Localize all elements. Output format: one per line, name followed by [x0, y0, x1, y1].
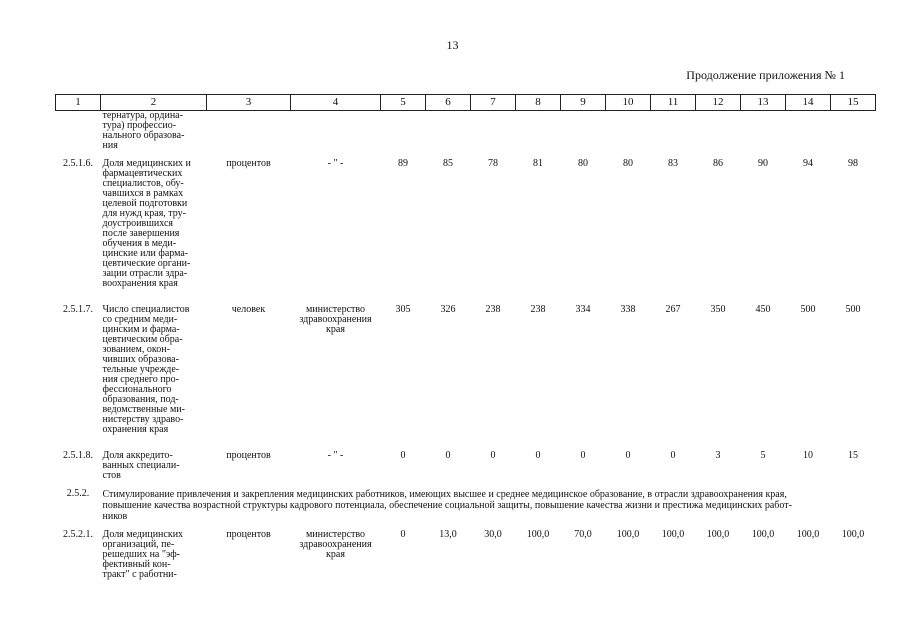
value-cell: 305 [395, 304, 411, 315]
value-cell: 334 [575, 304, 591, 315]
table-header [56, 95, 876, 111]
value-cell: 100,0 [526, 529, 550, 540]
indicator-name: Доля медицинских и фармацевтических специалистов, обу- чавшихся в рамках целевой подготовки для нужд края, тру- доустроившихся после завершения обучения в меди- цинские или фарма- цевтические органи- зации отрасли здра- воохранения края [102, 158, 191, 289]
header-col-1: 1 [56, 95, 101, 111]
value-cell: 238 [530, 304, 546, 315]
header-col-12: 12 [696, 95, 741, 111]
header-col-9: 9 [561, 95, 606, 111]
table-row [56, 530, 876, 582]
value-cell: 30,0 [484, 529, 502, 540]
header-col-7: 7 [471, 95, 516, 111]
indicator-source: - " - [327, 450, 344, 461]
value-cell: 90 [758, 158, 768, 169]
header-col-4: 4 [291, 95, 381, 111]
value-cell: 500 [845, 304, 861, 315]
value-cell: 100,0 [796, 529, 820, 540]
indicator-unit: процентов [226, 158, 271, 169]
value-cell: 267 [665, 304, 681, 315]
value-cell: 100,0 [841, 529, 865, 540]
value-cell: 100,0 [616, 529, 640, 540]
value-cell: 450 [755, 304, 771, 315]
value-cell: 0 [580, 450, 586, 461]
value-cell: 5 [760, 450, 766, 461]
value-cell: 0 [400, 529, 406, 540]
section-title: Стимулирование привлечения и закрепления медицинских работников, имеющих высшее и среднее медицинское образование, в отрасли здравоохранения края, повышение качества возрастной структуры кадрового потенциала, обеспечение социальной защиты, повышение качества жизни и престижа медицинских работ- ников [102, 489, 792, 522]
value-cell: 80 [578, 158, 588, 169]
indicator-code: 2.5.1.6. [63, 158, 93, 169]
value-cell: 86 [713, 158, 723, 169]
indicator-unit: человек [231, 304, 266, 315]
value-cell: 350 [710, 304, 726, 315]
header-col-11: 11 [651, 95, 696, 111]
indicator-source: - " - [327, 158, 344, 169]
value-cell: 98 [848, 158, 858, 169]
appendix-continuation-note: Продолжение приложения № 1 [686, 68, 845, 82]
indicator-name: Число специалистов со средним меди- цинским и фарма- цевтическим обра- зованием, окон- чивших образова- тельные учрежде- ния среднего про- фессионального образования, под- ведомственные ми- нистерству здраво- охранения края [102, 304, 190, 435]
indicator-name: тернатура, ордина- тура) профессио- нального образова- ния [102, 110, 185, 151]
indicator-code: 2.5.1.8. [63, 450, 93, 461]
section-row [56, 489, 876, 522]
value-cell: 78 [488, 158, 498, 169]
header-col-8: 8 [516, 95, 561, 111]
indicator-code: 2.5.1.7. [63, 304, 93, 315]
value-cell: 0 [400, 450, 406, 461]
value-cell: 0 [445, 450, 451, 461]
section-code: 2.5.2. [66, 488, 90, 499]
table-row [56, 451, 876, 481]
header-col-5: 5 [381, 95, 426, 111]
value-cell: 100,0 [751, 529, 775, 540]
header-col-15: 15 [831, 95, 876, 111]
value-cell: 0 [535, 450, 541, 461]
indicator-name: Доля аккредито- ванных специали- стов [102, 450, 180, 481]
value-cell: 238 [485, 304, 501, 315]
value-cell: 81 [533, 158, 543, 169]
table-row [56, 159, 876, 297]
page-number: 13 [446, 38, 459, 52]
indicator-code: 2.5.2.1. [63, 529, 93, 540]
indicators-table [55, 94, 876, 582]
value-cell: 83 [668, 158, 678, 169]
value-cell: 70,0 [574, 529, 592, 540]
value-cell: 15 [848, 450, 858, 461]
value-cell: 0 [670, 450, 676, 461]
value-cell: 85 [443, 158, 453, 169]
indicator-unit: процентов [226, 450, 271, 461]
value-cell: 100,0 [706, 529, 730, 540]
table-row [56, 305, 876, 443]
indicator-unit: процентов [226, 529, 271, 540]
header-col-2: 2 [101, 95, 207, 111]
indicator-name: Доля медицинских организаций, пе- решедших на "эф- фективный кон- тракт" с работни- [102, 529, 184, 580]
value-cell: 94 [803, 158, 813, 169]
value-cell: 0 [625, 450, 631, 461]
indicator-source: министерство здравоохранения края [299, 304, 372, 335]
table-row-continuation [56, 111, 876, 152]
value-cell: 500 [800, 304, 816, 315]
value-cell: 89 [398, 158, 408, 169]
header-col-3: 3 [207, 95, 291, 111]
value-cell: 13,0 [439, 529, 457, 540]
value-cell: 100,0 [661, 529, 685, 540]
header-col-10: 10 [606, 95, 651, 111]
value-cell: 80 [623, 158, 633, 169]
indicator-source: министерство здравоохранения края [299, 529, 372, 560]
value-cell: 0 [490, 450, 496, 461]
value-cell: 338 [620, 304, 636, 315]
header-col-6: 6 [426, 95, 471, 111]
value-cell: 326 [440, 304, 456, 315]
header-col-14: 14 [786, 95, 831, 111]
header-col-13: 13 [741, 95, 786, 111]
value-cell: 10 [803, 450, 813, 461]
value-cell: 3 [715, 450, 721, 461]
